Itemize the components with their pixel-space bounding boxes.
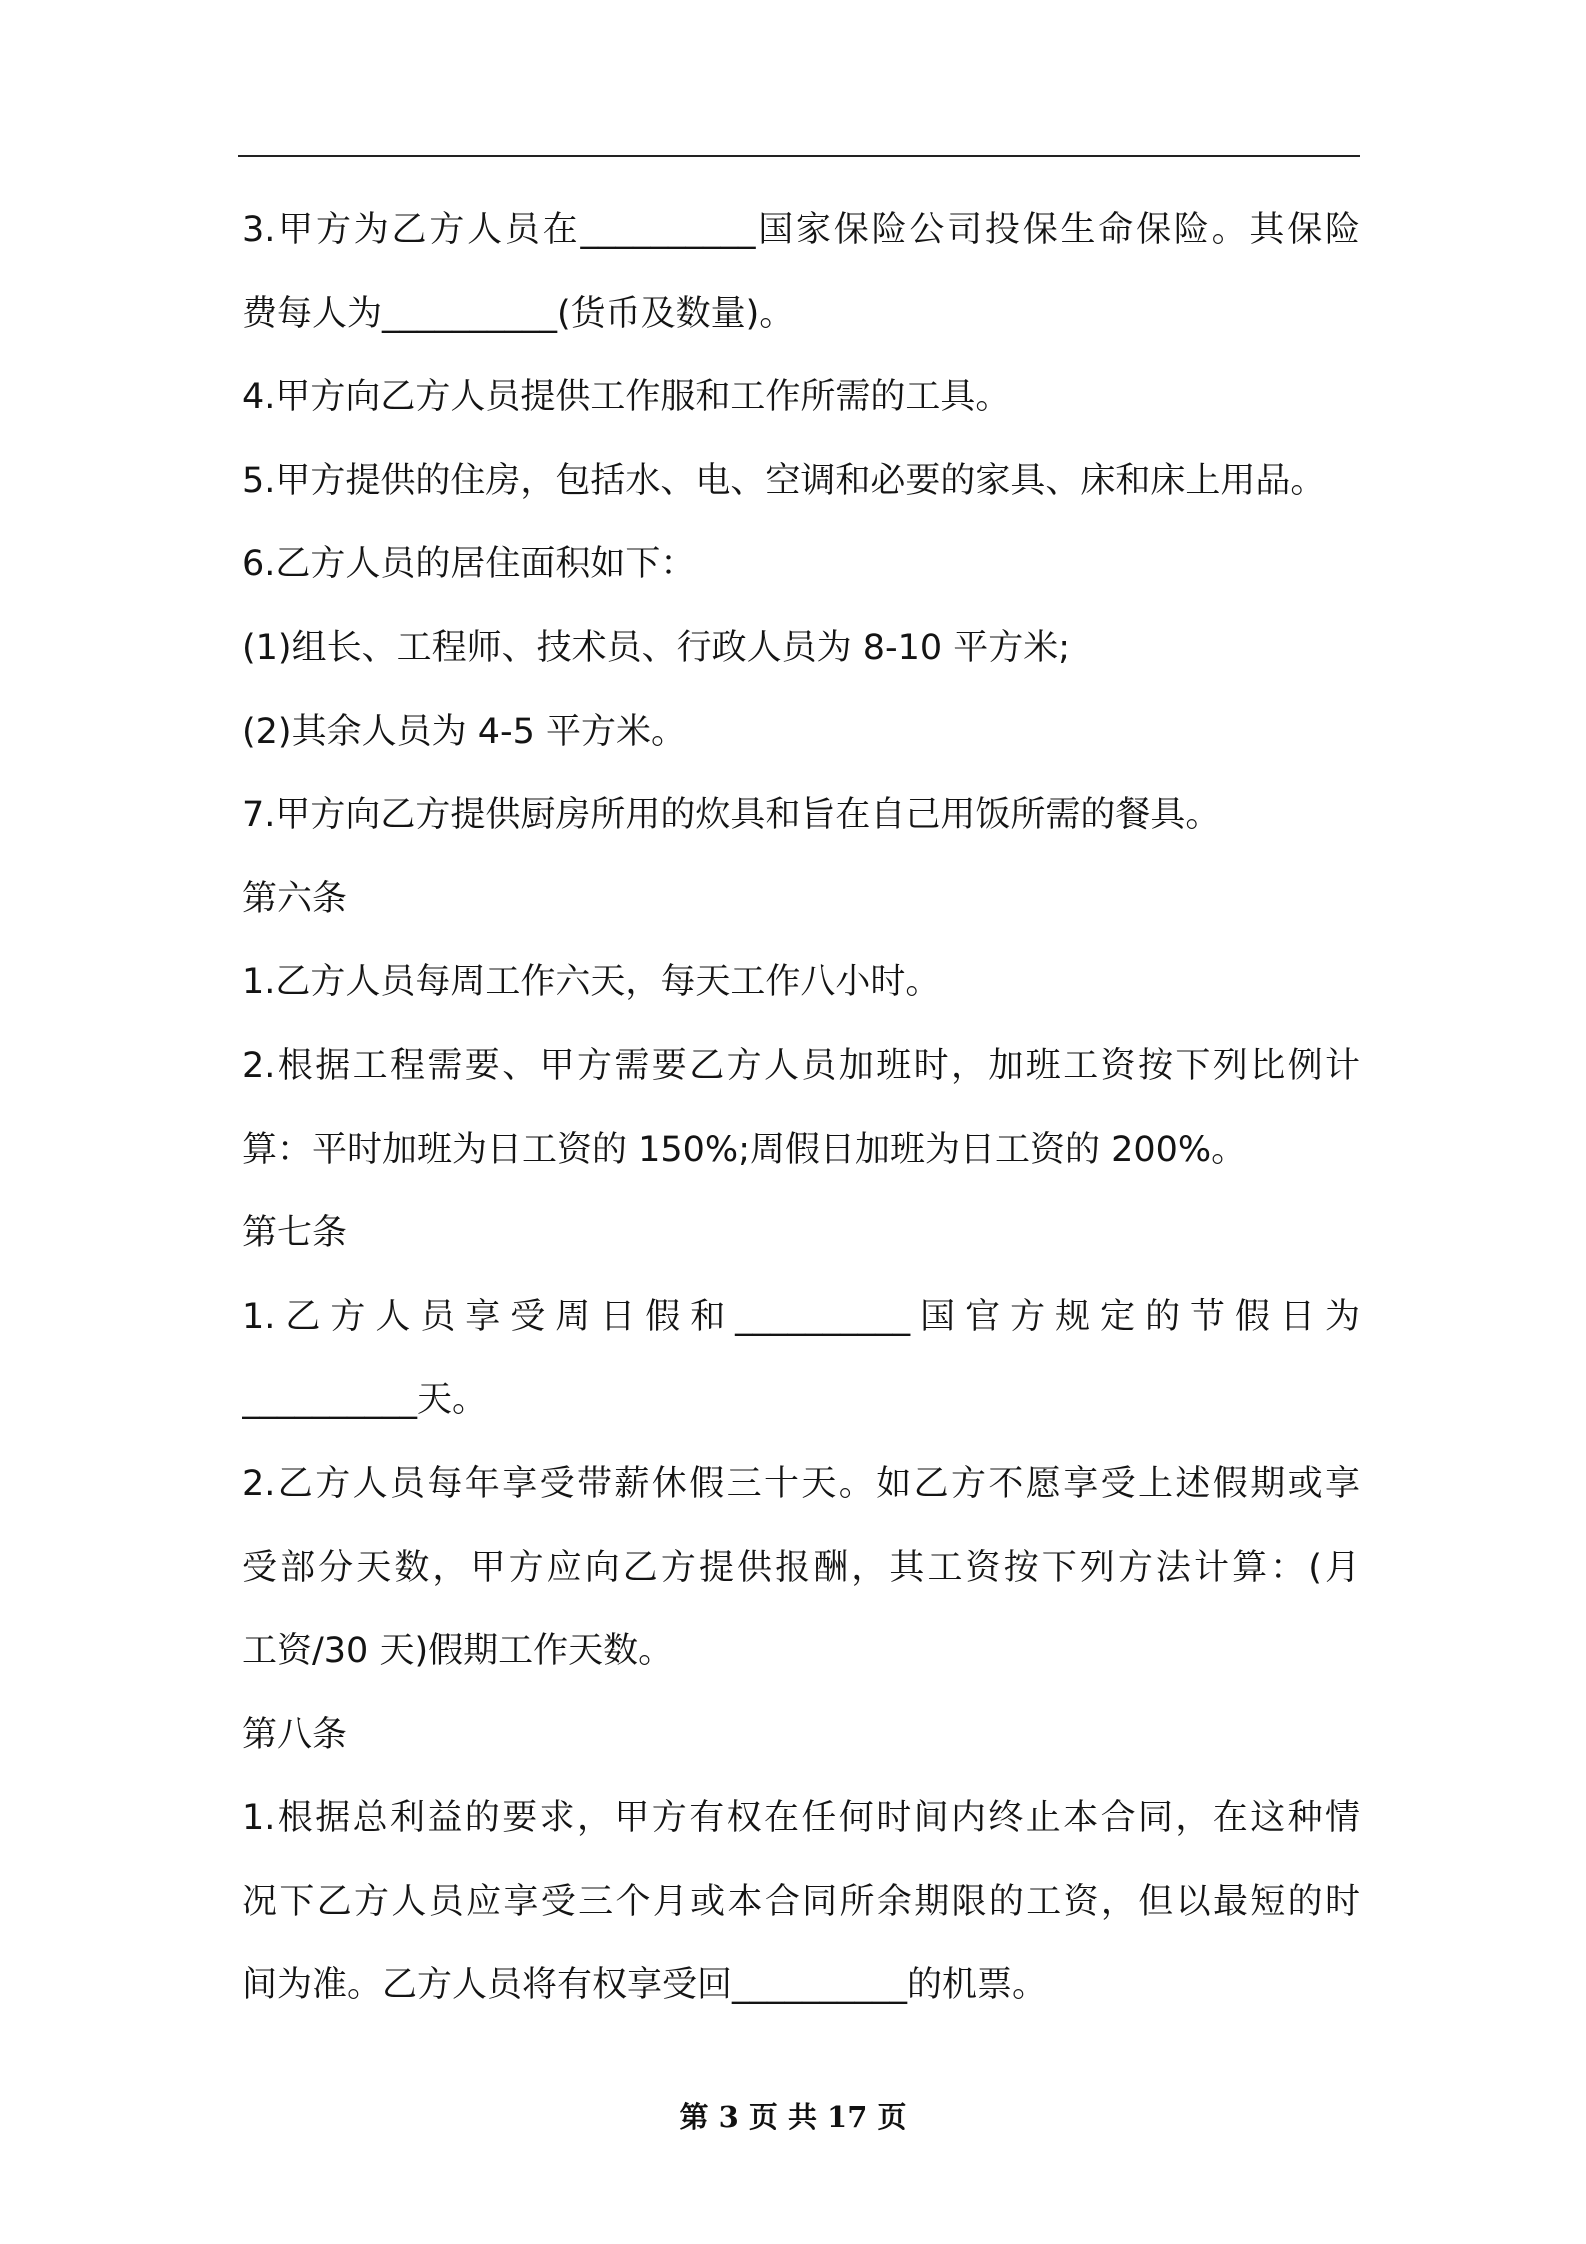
- text-line: 费每人为__________(货币及数量)。: [242, 293, 795, 334]
- text-line: 1.根据总利益的要求，甲方有权在任何时间内终止本合同，在这种情: [242, 1798, 1360, 1839]
- text-line: 1.乙方人员每周工作六天，每天工作八小时。: [242, 962, 941, 1003]
- text-line: (2)其余人员为 4-5 平方米。: [242, 711, 686, 752]
- text-line: __________天。: [242, 1380, 488, 1421]
- text-line: 4.甲方向乙方人员提供工作服和工作所需的工具。: [242, 377, 1011, 418]
- text-line: 5.甲方提供的住房，包括水、电、空调和必要的家具、床和床上用品。: [242, 460, 1326, 501]
- text-line: 工资/30 天)假期工作天数。: [242, 1631, 674, 1672]
- article-heading: 第六条: [242, 878, 348, 919]
- text-line: 7.甲方向乙方提供厨房所用的炊具和旨在自己用饭所需的餐具。: [242, 795, 1221, 836]
- text-line: 间为准。乙方人员将有权享受回__________的机票。: [242, 1965, 1048, 2006]
- text-line: 况下乙方人员应享受三个月或本合同所余期限的工资，但以最短的时: [242, 1881, 1360, 1922]
- document-body: [242, 189, 1360, 2028]
- text-line: 1.乙方人员享受周日假和__________国官方规定的节假日为: [242, 1296, 1360, 1337]
- page-number-footer: 第 3 页 共 17 页: [679, 2100, 907, 2134]
- text-line: 算：平时加班为日工资的 150%;周假日加班为日工资的 200%。: [242, 1129, 1247, 1170]
- article-heading: 第七条: [242, 1213, 348, 1254]
- text-line: 6.乙方人员的居住面积如下：: [242, 544, 696, 585]
- text-line: 受部分天数，甲方应向乙方提供报酬，其工资按下列方法计算：(月: [242, 1547, 1360, 1588]
- text-line: 2.乙方人员每年享受带薪休假三十天。如乙方不愿享受上述假期或享: [242, 1463, 1360, 1504]
- text-line: 2.根据工程需要、甲方需要乙方人员加班时，加班工资按下列比例计: [242, 1045, 1360, 1086]
- article-heading: 第八条: [242, 1714, 348, 1755]
- header-rule: [238, 155, 1360, 157]
- text-line: (1)组长、工程师、技术员、行政人员为 8-10 平方米;: [242, 627, 1071, 668]
- text-line: 3.甲方为乙方人员在__________国家保险公司投保生命保险。其保险: [242, 210, 1360, 250]
